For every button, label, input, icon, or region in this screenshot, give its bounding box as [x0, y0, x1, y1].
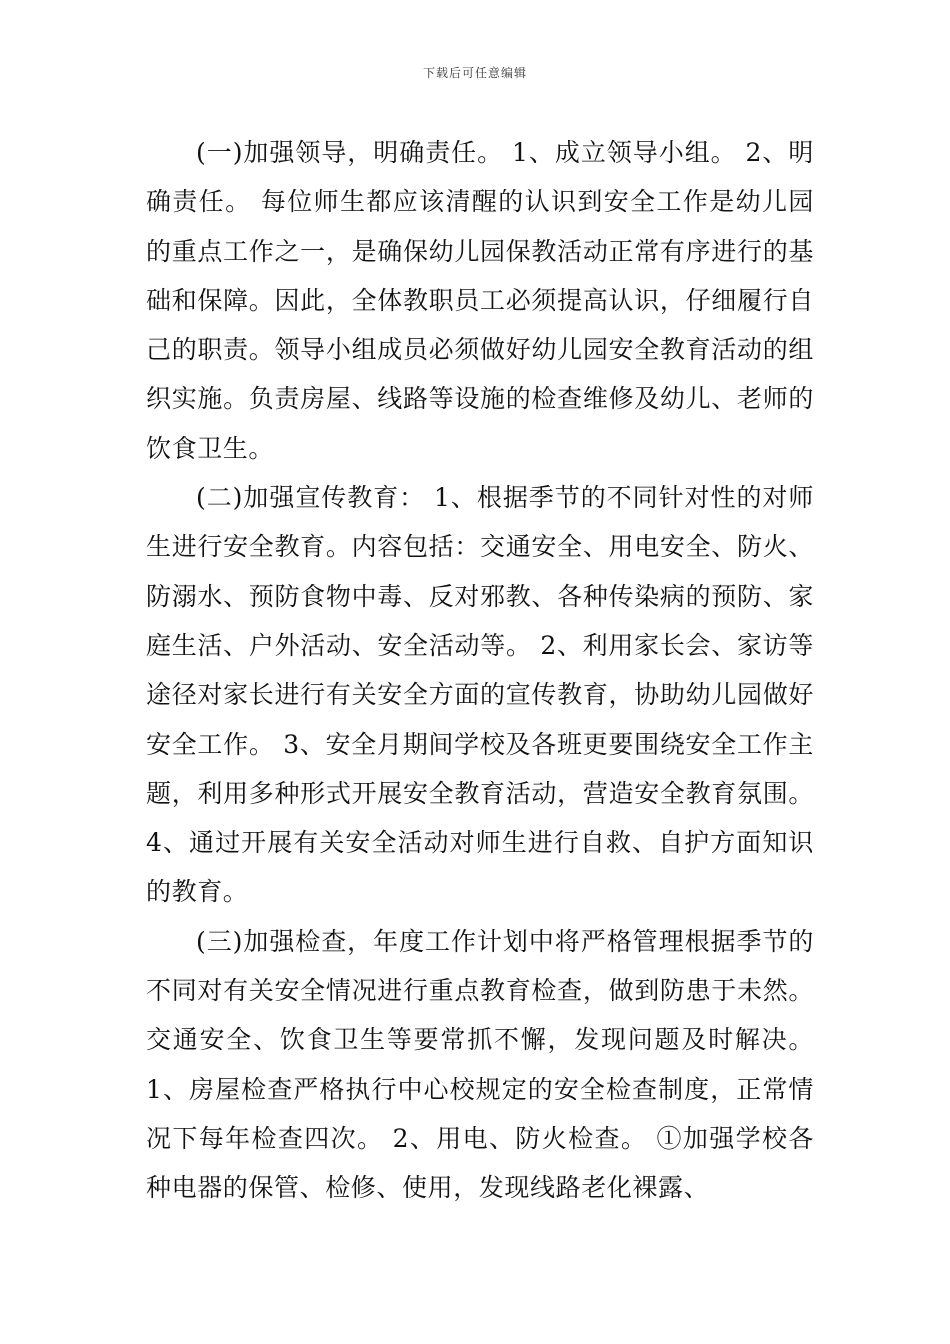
paragraph-inspection: (三)加强检查，年度工作计划中将严格管理根据季节的不同对有关安全情况进行重点教育检查，做到防患于未然。交通安全、饮食卫生等要常抓不懈，发现问题及时解决。 1、房屋检查严格执行中心校规定的安全检查制度，正常情况下每年检查四次。 2、用电、防火检查。 ①加强学校各种电器的保管、检修、使用，发现线路老化裸露、	[146, 926, 814, 1203]
page-header: 下载后可任意编辑	[422, 66, 527, 80]
paragraph-publicity-education: (二)加强宣传教育： 1、根据季节的不同针对性的对师生进行安全教育。内容包括：交通安全、用电安全、防火、防溺水、预防食物中毒、反对邪教、各种传染病的预防、家庭生活、户外活动、安全活动等。 2、利用家长会、家访等途径对家长进行有关安全方面的宣传教育，协助幼儿园做好安全工作。 3、安全月期间学校及各班更要围绕安全工作主题，利用多种形式开展安全教育活动，营造安全教育氛围。 4、通过开展有关安全活动对师生进行自救、自护方面知识的教育。	[146, 483, 814, 907]
paragraph-leadership: (一)加强领导，明确责任。 1、成立领导小组。 2、明确责任。 每位师生都应该清醒的认识到安全工作是幼儿园的重点工作之一，是确保幼儿园保教活动正常有序进行的基础和保障。因此，全体教职员工必须提高认识，仔细履行自己的职责。领导小组成员必须做好幼儿园安全教育活动的组织实施。负责房屋、线路等设施的检查维修及幼儿、老师的饮食卫生。	[146, 138, 814, 463]
document-body	[146, 128, 814, 1213]
